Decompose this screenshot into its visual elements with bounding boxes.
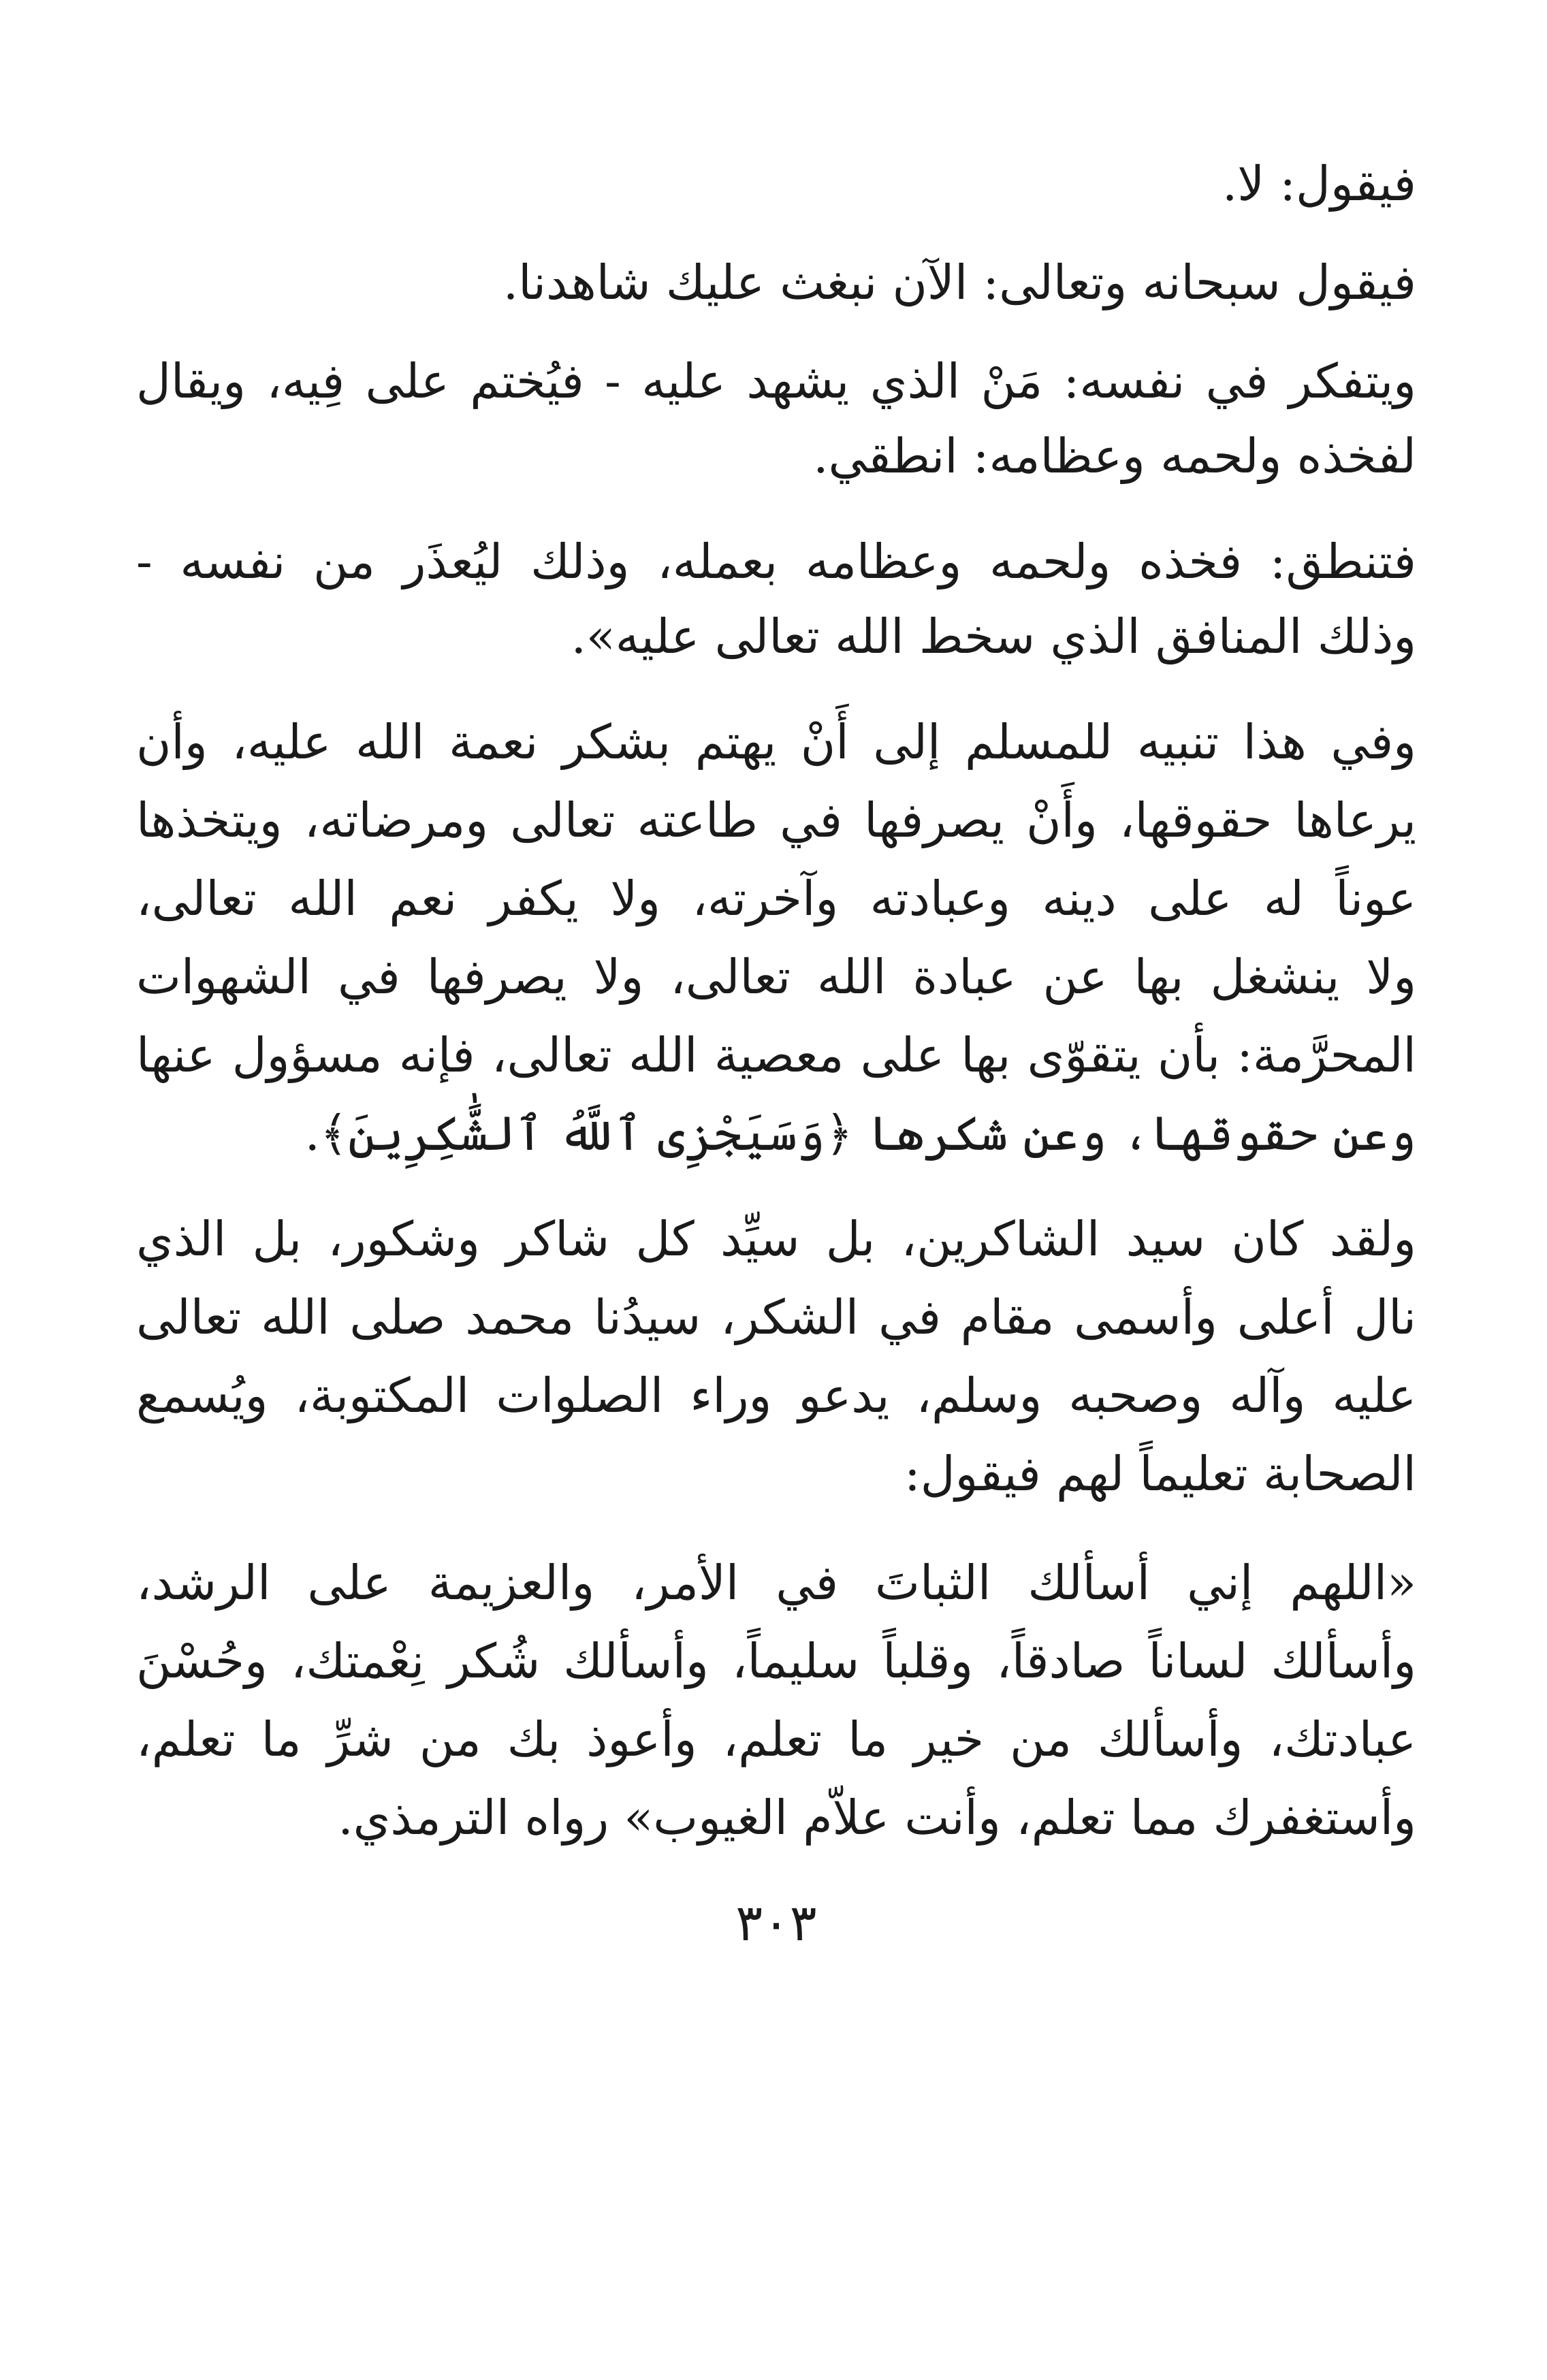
text-line: وفي هذا تنبيه للمسلم إلى أَنْ يهتم بشكر نعمة الله عليه، وأن xyxy=(136,714,1416,770)
text-line: عليه وآله وصحبه وسلم، يدعو وراء الصلوات المكتوبة، ويُسمع xyxy=(136,1368,1416,1424)
text-line: ولقد كان سيد الشاكرين، بل سيِّد كل شاكر وشكور، بل الذي xyxy=(136,1211,1416,1267)
text-line: نال أعلى وأسمى مقام في الشكر، سيدُنا محمد صلى الله تعالى xyxy=(136,1289,1416,1345)
text-line: فيقول: لا. xyxy=(1222,156,1416,212)
text-line: الصحابة تعليماً لهم فيقول: xyxy=(904,1446,1416,1502)
text-line: وأسألك لساناً صادقاً، وقلباً سليماً، وأسألك شُكر نِعْمتك، وحُسْنَ xyxy=(136,1633,1416,1689)
text-line: ويتفكر في نفسه: مَنْ الذي يشهد عليه - فيُختم على فِيه، ويقال xyxy=(136,353,1416,409)
text-line: فتنطق: فخذه ولحمه وعظامه بعمله، وذلك ليُعذَر من نفسه - xyxy=(136,534,1416,590)
text-line: عبادتك، وأسألك من خير ما تعلم، وأعوذ بك من شرِّ ما تعلم، xyxy=(136,1711,1416,1767)
page-number: ٣٠٣ xyxy=(735,1894,817,1952)
text-line: وأستغفرك مما تعلم، وأنت علاّم الغيوب» رواه الترمذي. xyxy=(338,1790,1416,1846)
book-page xyxy=(136,123,1416,2267)
text-line: المحرَّمة: بأن يتقوّى بها على معصية الله تعالى، فإنه مسؤول عنها xyxy=(136,1027,1416,1083)
text-line: وعن حقوقها، وعن شكرها ﴿وَسَيَجْزِى ٱللَّهُ ٱلشَّٰكِرِينَ﴾. xyxy=(304,1106,1416,1161)
text-line: فيقول سبحانه وتعالى: الآن نبغث عليك شاهدنا. xyxy=(503,255,1416,310)
text-line: لفخذه ولحمه وعظامه: انطقي. xyxy=(813,428,1416,484)
text-line: «اللهم إني أسألك الثباتَ في الأمر، والعزيمة على الرشد، xyxy=(136,1555,1416,1611)
text-line: عوناً له على دينه وعبادته وآخرته، ولا يكفر نعم الله تعالى، xyxy=(136,871,1416,927)
text-line: ولا ينشغل بها عن عبادة الله تعالى، ولا يصرفها في الشهوات xyxy=(136,949,1416,1005)
text-line: وذلك المنافق الذي سخط الله تعالى عليه». xyxy=(571,609,1416,664)
text-line: يرعاها حقوقها، وأَنْ يصرفها في طاعته تعالى ومرضاته، ويتخذها xyxy=(136,792,1416,848)
